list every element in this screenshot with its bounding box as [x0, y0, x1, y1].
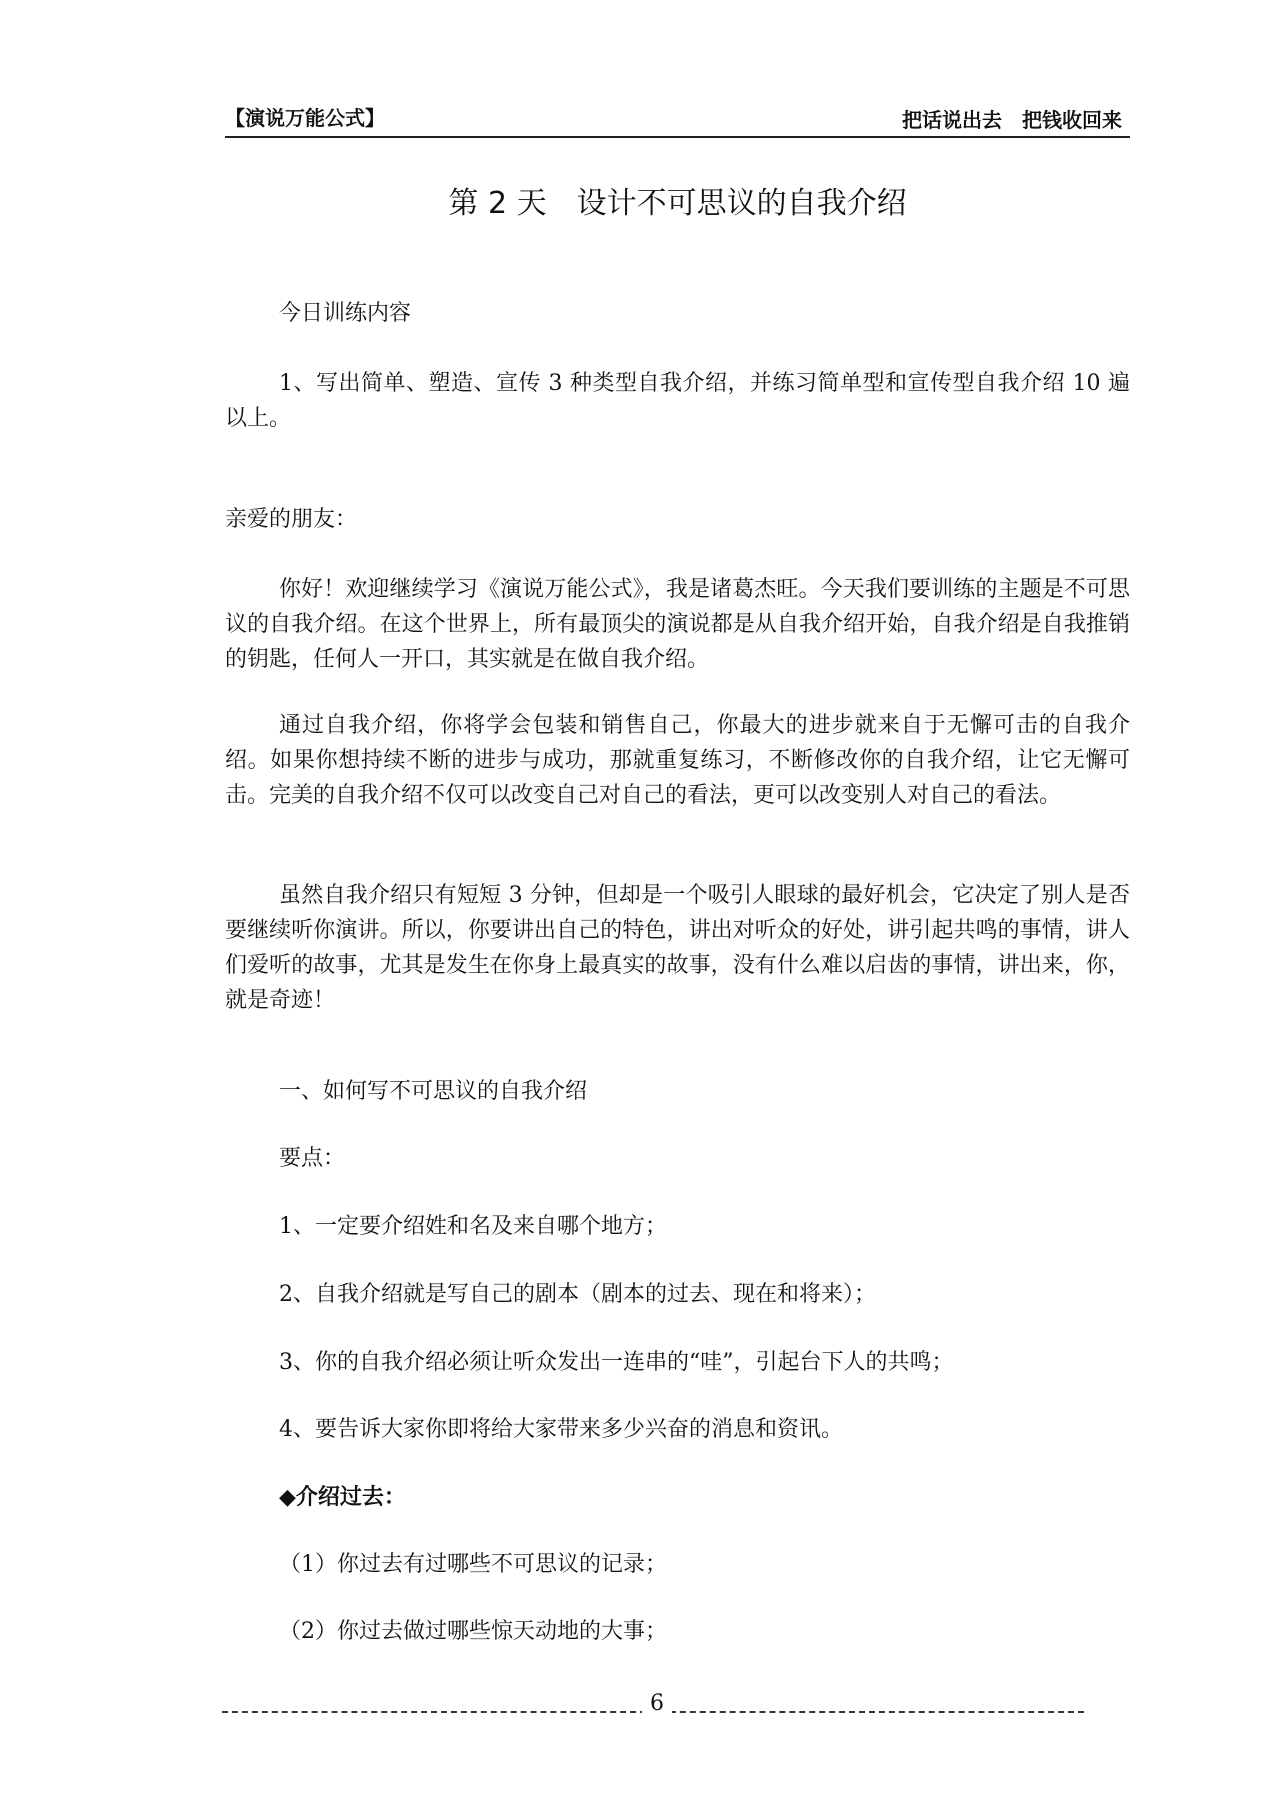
training-heading: 今日训练内容 — [279, 301, 412, 326]
point-item: 1、一定要介绍姓和名及来自哪个地方； — [279, 1214, 667, 1239]
page-footer — [222, 1691, 1084, 1721]
past-item: （2）你过去做过哪些惊天动地的大事； — [279, 1619, 667, 1644]
past-heading: ◆介绍过去： — [279, 1484, 406, 1510]
page-header — [225, 100, 1130, 138]
point-item: 2、自我介绍就是写自己的剧本（剧本的过去、现在和将来）； — [279, 1282, 876, 1307]
letter-paragraph: 虽然自我介绍只有短短 3 分钟，但却是一个吸引人眼球的最好机会，它决定了别人是否要继续听你演讲。所以，你要讲出自己的特色，讲出对听众的好处，讲引起共鸣的事情，讲人们爱听的故事，尤其是发生在你身上最真实的故事，没有什么难以启齿的事情，讲出来，你，就是奇迹！ — [225, 883, 1130, 1013]
past-item: （1）你过去有过哪些不可思议的记录； — [279, 1552, 667, 1577]
point-item: 3、你的自我介绍必须让听众发出一连串的“哇”，引起台下人的共鸣； — [279, 1350, 954, 1375]
letter-paragraph: 通过自我介绍，你将学会包装和销售自己，你最大的进步就来自于无懈可击的自我介绍。如果你想持续不断的进步与成功，那就重复练习，不断修改你的自我介绍，让它无懈可击。完美的自我介绍不仅可以改变自己对自己的看法，更可以改变别人对自己的看法。 — [225, 713, 1130, 808]
chapter-title: 第 2 天 设计不可思议的自我介绍 — [448, 186, 907, 221]
letter-salutation: 亲爱的朋友： — [225, 507, 358, 532]
point-item: 4、要告诉大家你即将给大家带来多少兴奋的消息和资讯。 — [279, 1417, 843, 1442]
section-heading: 一、如何写不可思议的自我介绍 — [279, 1079, 588, 1104]
header-book-title: 【演说万能公式】 — [225, 106, 385, 130]
letter-paragraph: 你好！欢迎继续学习《演说万能公式》，我是诸葛杰旺。今天我们要训练的主题是不可思议的自我介绍。在这个世界上，所有最顶尖的演说都是从自我介绍开始，自我介绍是自我推销的钥匙，任何人一开口，其实就是在做自我介绍。 — [225, 577, 1130, 672]
page-number: 6 — [642, 1691, 672, 1716]
training-item: 1、写出简单、塑造、宣传 3 种类型自我介绍，并练习简单型和宣传型自我介绍 10 遍以上。 — [225, 371, 1130, 431]
points-label: 要点： — [279, 1146, 346, 1171]
header-slogan: 把话说出去 把钱收回来 — [902, 108, 1122, 132]
